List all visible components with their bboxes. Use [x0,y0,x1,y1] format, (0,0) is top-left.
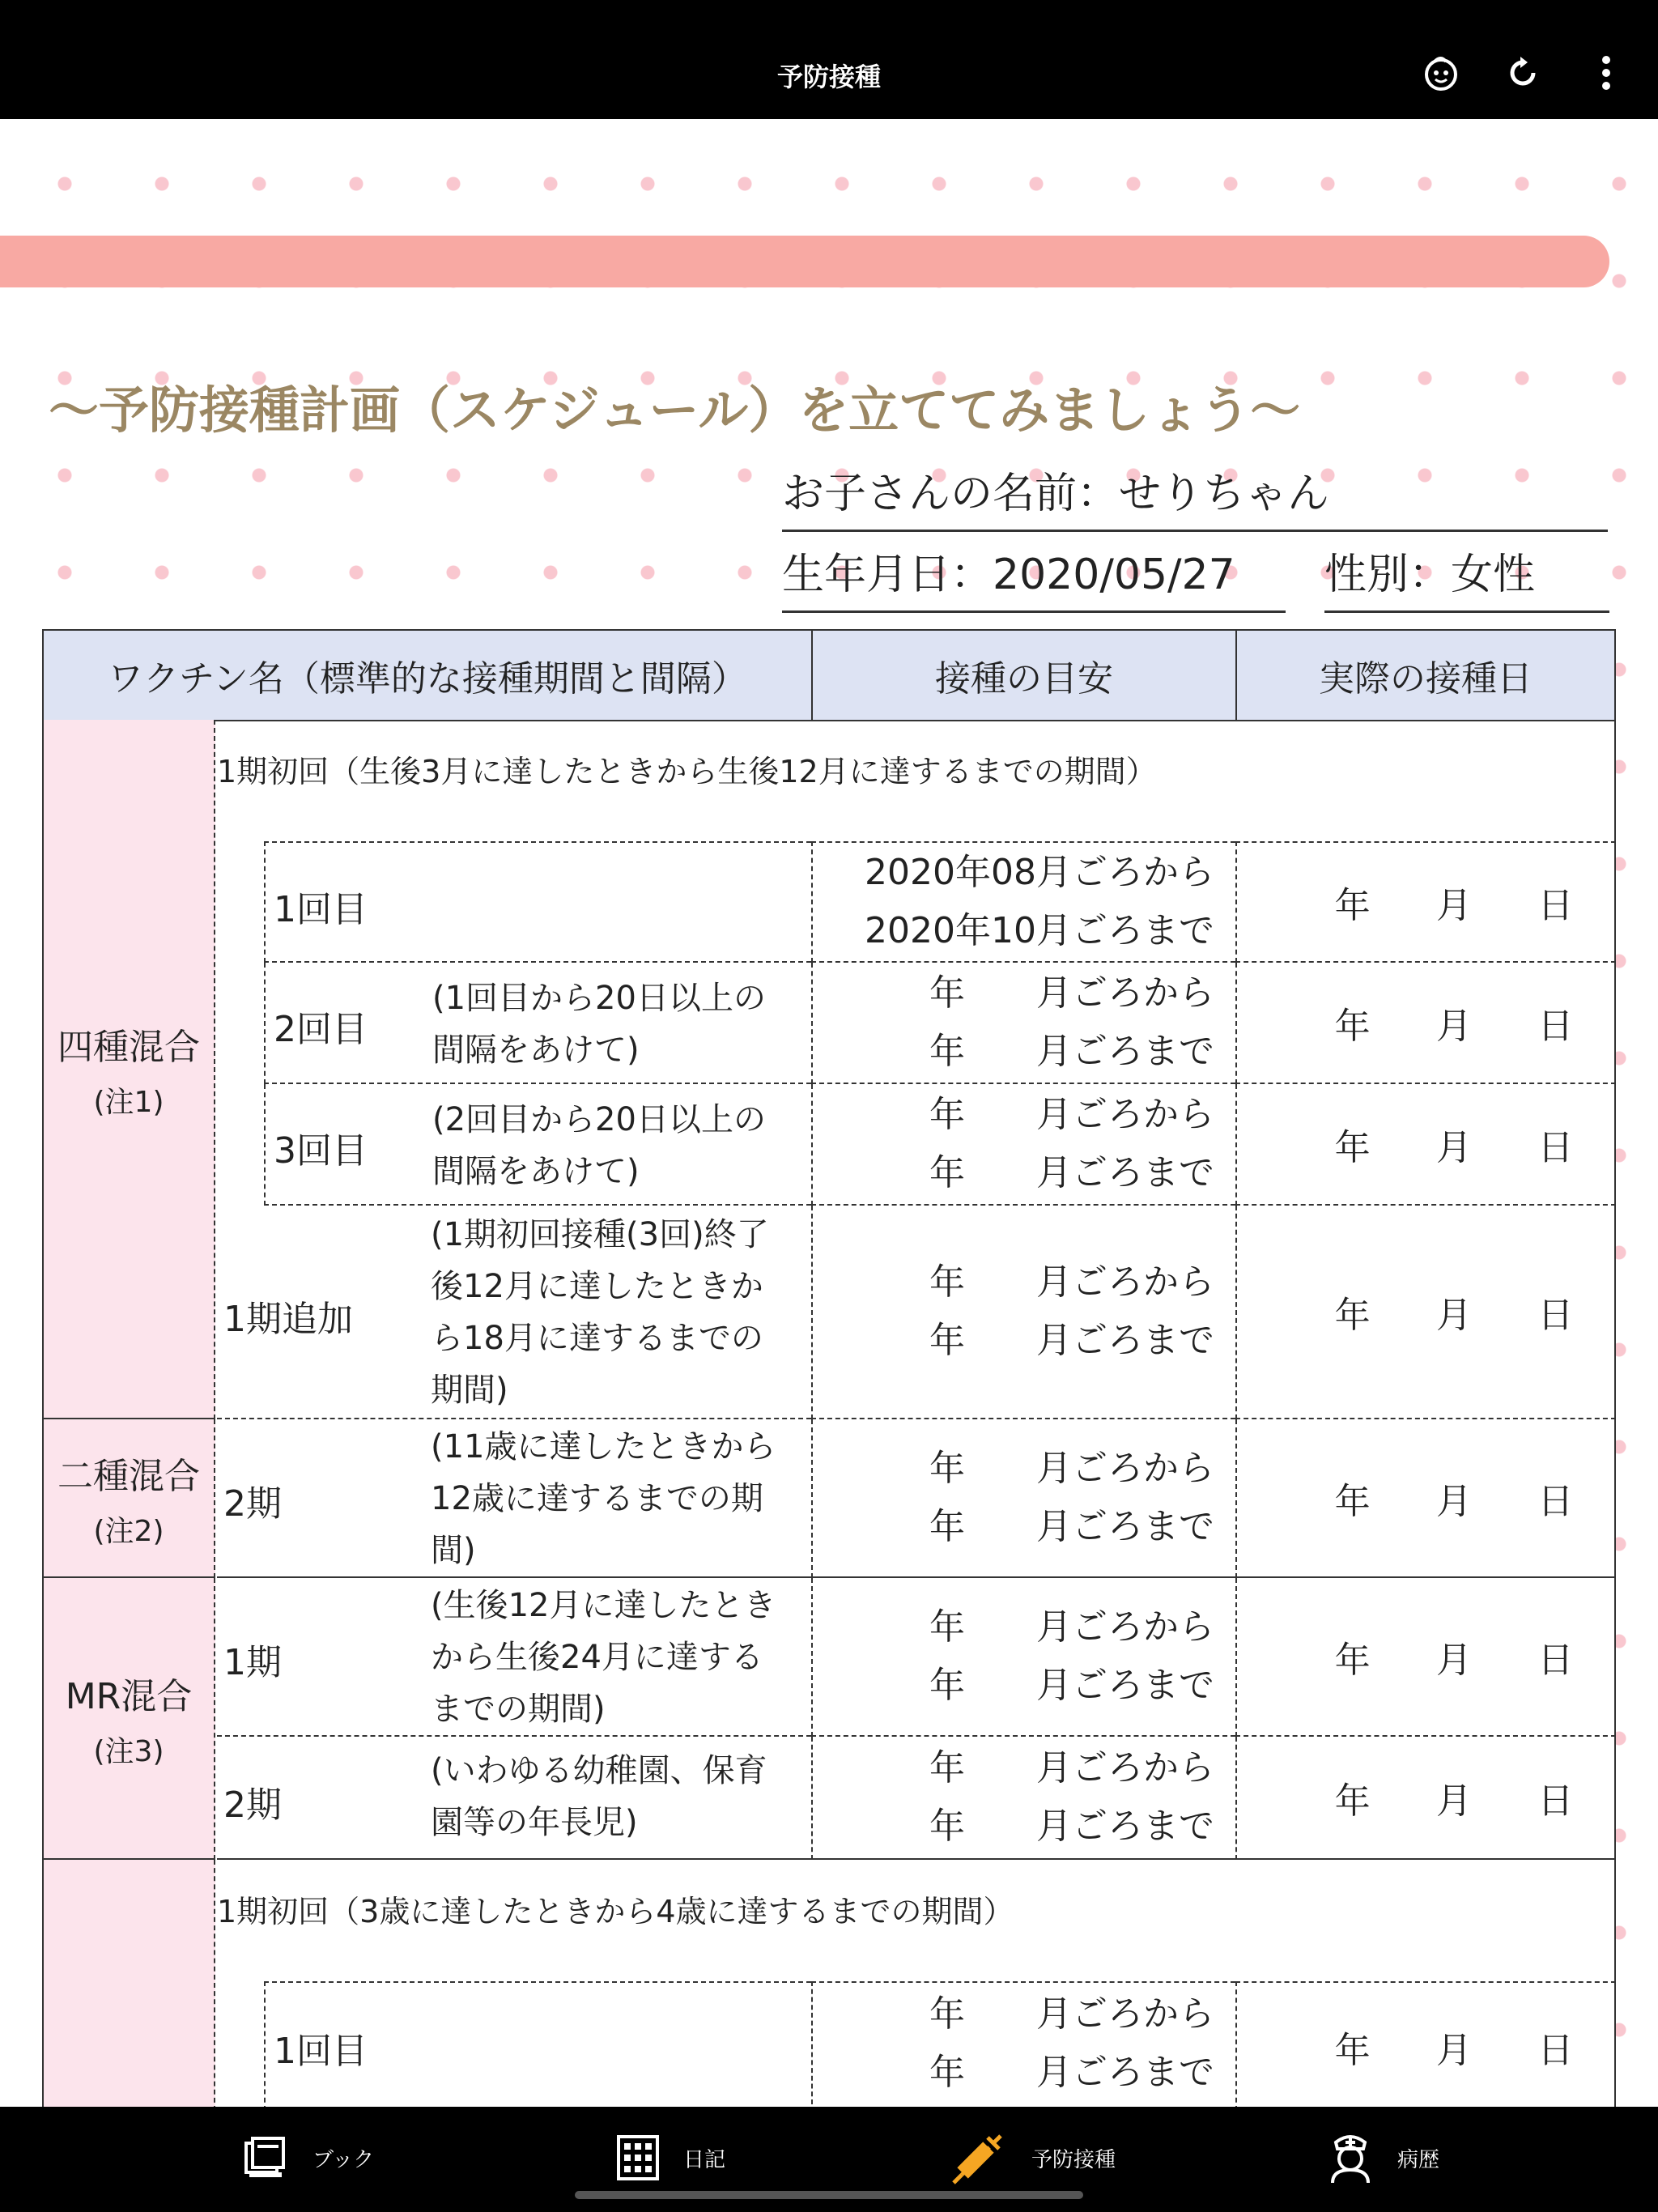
header-guide: 接種の目安 [811,629,1237,721]
day-label: 日 [1537,1295,1574,1336]
child-name-text: お子さんの名前：せりちゃん [782,470,1330,518]
month-label: 月 [1435,1295,1472,1336]
child-name-field [782,467,1608,532]
year-label: 年 [1334,1006,1371,1047]
baby-face-icon[interactable] [1418,50,1464,96]
year-label: 年 [1334,1640,1371,1681]
calendar-grid-icon [617,2135,659,2180]
book-icon [243,2135,288,2180]
row-4-actual-date[interactable] [1235,1206,1616,1419]
nav-item-vaccination[interactable] [950,2129,1116,2186]
gender-field [1324,548,1609,613]
year-label: 年 [1334,1481,1371,1522]
gender-text: 性別：女性 [1324,551,1536,599]
day-label: 日 [1537,1481,1574,1522]
vaccine-next [42,1860,215,2107]
nav-item-medical-history[interactable] [1328,2129,1439,2186]
nav-label: 日記 [683,2147,726,2172]
month-label: 月 [1435,1127,1472,1168]
day-label: 日 [1537,1780,1574,1822]
row-8-label-cell [264,1981,811,2107]
row-2-guide: 年 月ごろから 年 月ごろまで [811,963,1235,1084]
birthdate-field [782,548,1286,613]
row-label: 2期 [223,1784,282,1826]
header-vaccine-name: ワクチン名（標準的な接種期間と間隔） [42,629,813,721]
row-7-actual-date[interactable] [1235,1737,1616,1860]
app-title: 予防接種 [776,62,881,92]
row-8-actual-date[interactable] [1235,1981,1616,2107]
row-8-guide: 年 月ごろから 年 月ごろまで [811,1981,1235,2104]
row-label: 3回目 [274,1130,368,1172]
year-label: 年 [1334,1295,1371,1336]
row-label: 1期追加 [223,1299,353,1340]
vaccine-name: 四種混合 [57,1026,200,1068]
month-label: 月 [1435,1006,1472,1047]
row-6-guide: 年 月ごろから 年 月ごろまで [811,1578,1235,1737]
row-3-actual-date[interactable] [1235,1084,1616,1206]
nurse-icon [1328,2131,1373,2184]
nav-label: 病歴 [1397,2147,1440,2172]
row-2-actual-date[interactable] [1235,963,1616,1084]
nav-label: 予防接種 [1031,2147,1116,2172]
row-7-label-cell [217,1737,811,1860]
app-bar [0,0,1658,119]
year-label: 年 [1334,2030,1371,2071]
row-label: 1回目 [274,889,368,930]
vaccine-dpt-ipv [42,720,215,1419]
nav-item-diary[interactable] [617,2129,725,2186]
section-title: 1期初回（生後3月に達したときから生後12月に達するまでの期間） [217,720,1616,841]
row-description: (いわゆる幼稚園、保育 園等の年長児) [431,1752,767,1841]
row-4-guide: 年 月ごろから 年 月ごろまで [811,1206,1235,1419]
vaccine-dt [42,1419,215,1578]
row-7-guide: 年 月ごろから 年 月ごろまで [811,1737,1235,1860]
vaccine-name: MR混合 [65,1675,193,1717]
document-page [0,119,1658,2107]
row-description: (1期初回接種(3回)終了 後12月に達したときか ら18月に達するまでの 期間) [431,1216,769,1409]
vaccine-name: 二種混合 [57,1455,200,1497]
refresh-icon[interactable] [1501,50,1546,96]
row-description: (11歳に達したときから 12歳に達するまでの期 間) [431,1428,776,1569]
vaccine-note: (注1) [93,1085,164,1119]
vaccine-note: (注3) [93,1734,164,1768]
row-6-label-cell [217,1578,811,1737]
day-label: 日 [1537,1006,1574,1047]
day-label: 日 [1537,2030,1574,2071]
row-3-guide: 年 月ごろから 年 月ごろまで [811,1084,1235,1206]
vaccine-note: (注2) [93,1514,164,1548]
row-label: 1回目 [274,2031,368,2072]
section-title: 1期初回（3歳に達したときから4歳に達するまでの期間） [217,1860,1616,1981]
row-description: (2回目から20日以上の 間隔をあけて) [432,1101,766,1190]
day-label: 日 [1537,1640,1574,1681]
row-1-actual-date[interactable] [1235,841,1616,963]
month-label: 月 [1435,2030,1472,2071]
row-label: 2回目 [274,1009,368,1050]
day-label: 日 [1537,885,1574,926]
nav-item-book[interactable] [243,2129,374,2186]
header-actual-date: 実際の接種日 [1235,629,1616,721]
month-label: 月 [1435,885,1472,926]
row-5-guide: 年 月ごろから 年 月ごろまで [811,1419,1235,1578]
row-4-label-cell [217,1206,811,1419]
vaccine-mr [42,1578,215,1860]
month-label: 月 [1435,1481,1472,1522]
birthdate-text: 生年月日：2020/05/27 [782,551,1235,599]
day-label: 日 [1537,1127,1574,1168]
page-heading: 〜予防接種計画（スケジュール）を立ててみましょう〜 [49,381,1301,440]
row-6-actual-date[interactable] [1235,1578,1616,1737]
month-label: 月 [1435,1640,1472,1681]
year-label: 年 [1334,1127,1371,1168]
month-label: 月 [1435,1780,1472,1822]
row-label: 1期 [223,1642,282,1683]
row-description: (生後12月に達したとき から生後24月に達する までの期間) [431,1587,776,1728]
home-indicator[interactable] [575,2191,1083,2199]
row-1-label-cell [264,841,811,963]
nav-label: ブック [312,2147,375,2172]
row-2-label-cell [264,963,811,1084]
decorative-banner [0,236,1609,287]
row-1-guide: 2020年08月ごろから 2020年10月ごろまで [811,841,1235,963]
row-description: (1回目から20日以上の 間隔をあけて) [432,980,766,1069]
syringe-icon [950,2129,1007,2186]
row-5-label-cell [217,1419,811,1578]
row-5-actual-date[interactable] [1235,1419,1616,1578]
year-label: 年 [1334,885,1371,926]
vaccination-schedule-table [42,629,1616,2107]
more-vert-icon[interactable] [1584,50,1629,96]
row-3-label-cell [264,1084,811,1206]
year-label: 年 [1334,1780,1371,1822]
row-label: 2期 [223,1483,282,1525]
